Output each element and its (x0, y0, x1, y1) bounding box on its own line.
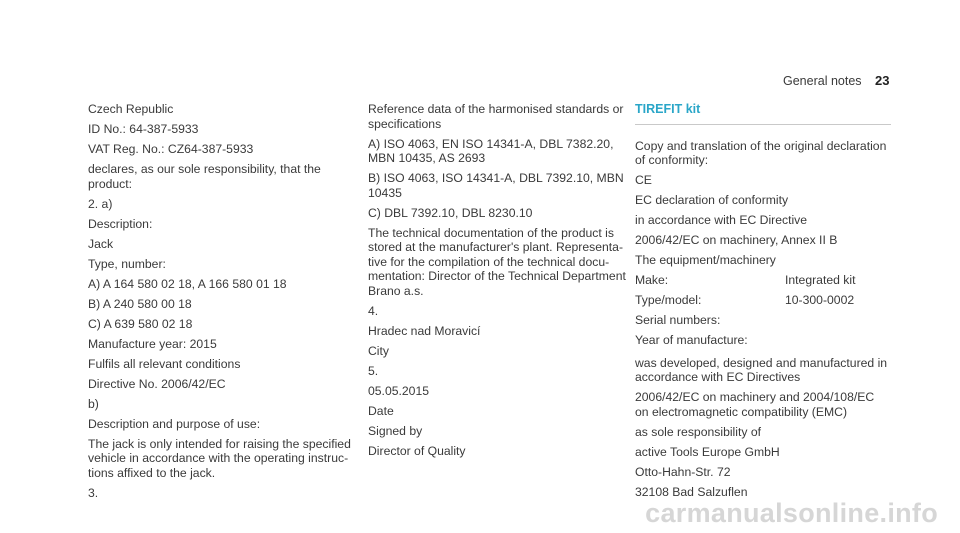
paragraph: Otto-Hahn-Str. 72 (635, 464, 731, 479)
paragraph: 32108 Bad Salzuflen (635, 484, 748, 499)
watermark: carmanualsonline.info (645, 498, 938, 528)
paragraph: B) A 240 580 00 18 (88, 296, 192, 311)
paragraph: City (368, 343, 389, 358)
paragraph: 2006/42/EC on machinery and 2004/108/EC on electromagnetic compatibility (EMC) (635, 390, 875, 419)
paragraph: ID No.: 64-387-5933 (88, 122, 199, 136)
page-header (0, 74, 960, 94)
paragraph: Hradec nad Moravicí (368, 323, 481, 338)
paragraph: Signed by (368, 423, 423, 438)
paragraph: EC declaration of conformity (635, 193, 789, 207)
paragraph: A) ISO 4063, EN ISO 14341-A, DBL 7382.20, MBN 10435, AS 2693 (368, 136, 614, 165)
type-value: 10-300-0002 (785, 293, 855, 307)
paragraph: was developed, designed and manufactured in accordance with EC Directives (635, 355, 888, 384)
paragraph: C) DBL 7392.10, DBL 8230.10 (368, 205, 533, 220)
paragraph: Fulfils all relevant conditions (88, 356, 241, 371)
column-reference-data (368, 102, 630, 464)
type-row (635, 293, 891, 308)
paragraph: Type, number: (88, 256, 166, 271)
serial-label: Serial numbers: (635, 313, 721, 327)
paragraph: declares, as our sole responsibility, that the product: (88, 162, 321, 191)
make-value: Integrated kit (785, 273, 856, 287)
paragraph: 2. a) (88, 196, 113, 211)
paragraph: active Tools Europe GmbH (635, 444, 780, 459)
paragraph: B) ISO 4063, ISO 14341-A, DBL 7392.10, MBN 10435 (368, 171, 624, 200)
column-declaration-jack (88, 102, 353, 506)
paragraph: Reference data of the harmonised standards or specifications (368, 102, 624, 131)
paragraph: Description: (88, 216, 153, 231)
paragraph: VAT Reg. No.: CZ64-387-5933 (88, 142, 254, 156)
paragraph: b) (88, 396, 99, 411)
paragraph: Jack (88, 236, 114, 251)
paragraph: CE (635, 173, 652, 187)
paragraph: 5. (368, 363, 379, 378)
section-name: General notes (783, 74, 862, 88)
paragraph: Date (368, 403, 394, 418)
paragraph: C) A 639 580 02 18 (88, 316, 193, 331)
paragraph: The jack is only intended for raising the specified vehicle in accordance with the operating instruc- tions affixed to the jack. (88, 436, 351, 480)
paragraph: as sole responsibility of (635, 424, 761, 439)
paragraph: The technical documentation of the product is stored at the manufacturer's plant. Representa- tive for the compilation of the technical docu- mentation: Director of the Technical Department Brano a.s. (368, 225, 626, 298)
column-tirefit-kit (635, 102, 891, 505)
paragraph: in accordance with EC Directive (635, 213, 808, 227)
paragraph: 05.05.2015 (368, 383, 429, 398)
paragraph: Czech Republic (88, 102, 174, 116)
paragraph: Copy and translation of the original declaration of conformity: (635, 138, 887, 167)
paragraph: 3. (88, 485, 99, 500)
paragraph: Director of Quality (368, 443, 466, 458)
page-number: 23 (875, 73, 890, 88)
paragraph: Description and purpose of use: (88, 416, 261, 431)
type-label: Type/model: (635, 293, 702, 307)
section-title: TIREFIT kit (635, 102, 891, 125)
paragraph: A) A 164 580 02 18, A 166 580 01 18 (88, 276, 287, 291)
make-row (635, 273, 891, 288)
year-label: Year of manufacture: (635, 333, 748, 347)
paragraph: The equipment/machinery (635, 253, 776, 267)
paragraph: 2006/42/EC on machinery, Annex II B (635, 233, 838, 247)
paragraph: Directive No. 2006/42/EC (88, 376, 226, 391)
paragraph: 4. (368, 303, 379, 318)
make-label: Make: (635, 273, 669, 287)
paragraph: Manufacture year: 2015 (88, 336, 217, 351)
